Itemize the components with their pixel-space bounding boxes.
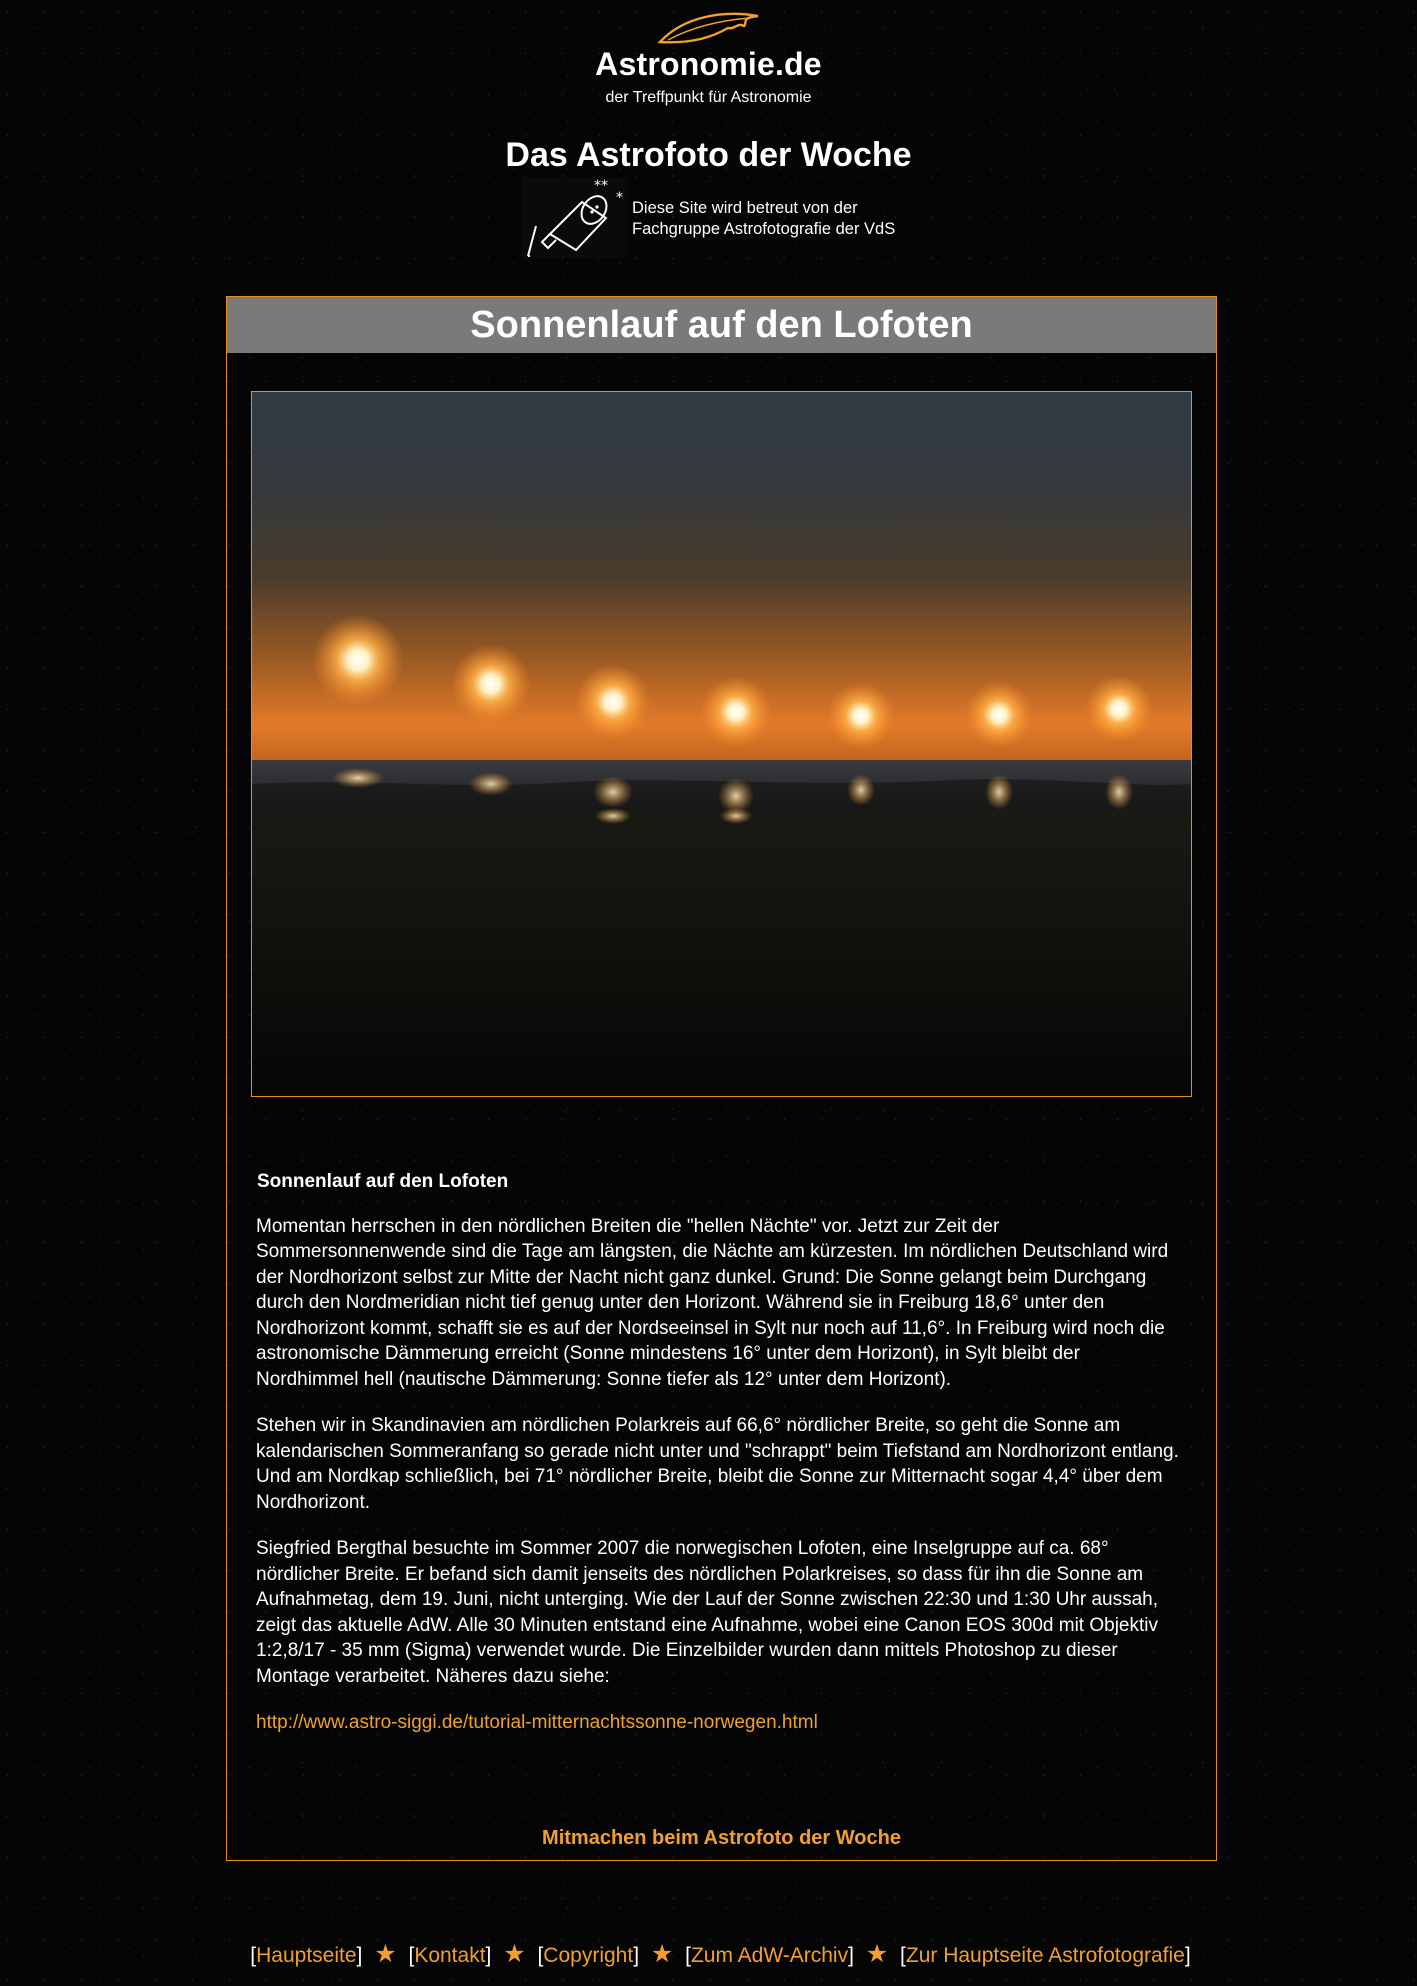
svg-text:*: * [616,190,623,206]
footer-link-copyright[interactable]: Copyright [543,1944,634,1967]
fachgruppe-note-line1: Diese Site wird betreut von der [632,199,858,217]
panel-header: Sonnenlauf auf den Lofoten [227,297,1216,353]
footer-link-hauptseite[interactable]: Hauptseite [256,1944,357,1967]
footer-link-astrofotografie[interactable]: Zur Hauptseite Astrofotografie [905,1944,1185,1967]
astrophoto-image[interactable] [251,391,1192,1097]
svg-text:**: ** [594,178,608,194]
footer-link-archiv[interactable]: Zum AdW-Archiv [690,1944,849,1967]
star-icon: ★ [650,1940,674,1968]
telescope-icon [520,176,632,260]
page-title: Das Astrofoto der Woche [505,136,912,174]
article-paragraph-3: Siegfried Bergthal besuchte im Sommer 2007 die norwegischen Lofoten, eine Inselgruppe auf ca. 68° nördlicher Breite. Er befand sich damit jenseits des nördlichen Polarkreises, so dass für ihn die Sonne am Aufnahmetag, dem 19. Juni, nicht unterging. Wie der Lauf der Sonne zwischen 22:30 und 1:30 Uhr aussah, zeigt das aktuelle AdW. Alle 30 Minuten entstand eine Aufnahme, wobei eine Canon EOS 300d mit Objektiv 1:2,8/17 - 35 mm (Sigma) verwendet wurde. Die Einzelbilder wurden dann mittels Photoshop zu dieser Montage verarbeitet. Näheres dazu siehe: [256,1538,1159,1687]
article-paragraph-2: Stehen wir in Skandinavien am nördlichen Polarkreis auf 66,6° nördlicher Breite, so geht die Sonne am kalendarischen Sommeranfang so gerade nicht unter und "schrappt" beim Tiefstand am Nordhorizont entlang. Und am Nordkap schließlich, bei 71° nördlicher Breite, bleibt die Sonne zur Mitternacht sogar 4,4° über dem Nordhorizont. [256,1415,1179,1513]
star-icon: ★ [503,1940,526,1968]
star-icon: ★ [865,1940,889,1968]
article-paragraph-1: Momentan herrschen in den nördlichen Breiten die "hellen Nächte" vor. Jetzt zur Zeit der Sommersonnenwende sind die Tage am längsten, die Nächte am kürzesten. Im nördlichen Deutschland wird der Nordhorizont selbst zur Mitte der Nacht nicht ganz dunkel. Grund: Die Sonne gelangt beim Durchgang durch den Nordmeridian nicht tief genug unter den Horizont. Während sie in Freiburg 18,6° unter den Nordhorizont kommt, schafft sie es auf der Nordseeinsel in Sylt nur noch auf 11,6°. In Freiburg wird noch die astronomische Dämmerung erreicht (Sonne mindestens 16° unter dem Horizont), in Sylt bleibt der Nordhimmel hell (nautische Dämmerung: Sonne tiefer als 12° unter dem Horizont). [256,1215,1169,1390]
fachgruppe-note-line2: Fachgruppe Astrofotografie der VdS [632,220,896,238]
footer-link-kontakt[interactable]: Kontakt [414,1944,486,1967]
comet-logo-icon [654,6,764,48]
mitmachen-link[interactable]: Mitmachen beim Astrofoto der Woche [542,1827,901,1849]
content-panel [226,296,1217,1861]
tutorial-link[interactable]: http://www.astro-siggi.de/tutorial-mitternachtssonne-norwegen.html [256,1712,818,1733]
site-logo[interactable] [0,6,1417,107]
site-title: Astronomie.de [595,46,822,82]
article-heading: Sonnenlauf auf den Lofoten [257,1171,509,1192]
footer-nav: [Hauptseite] ★ [Kontakt] ★ [Copyright] ★ [Zum AdW-Archiv] ★ [Zur Hauptseite Astrofotografie] [250,1940,1191,1968]
site-subtitle: der Treffpunkt für Astronomie [605,89,812,106]
article-body [256,1169,1186,1757]
star-icon: ★ [374,1940,397,1968]
fachgruppe-badge[interactable] [520,176,920,260]
